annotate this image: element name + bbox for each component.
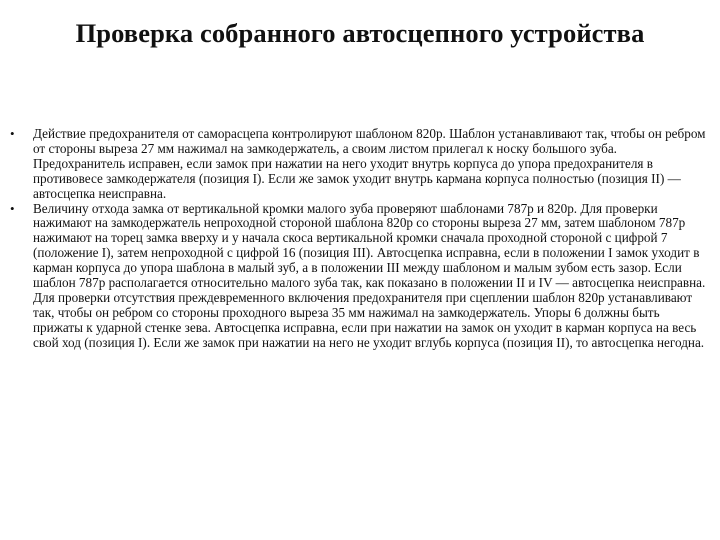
- bullet-marker: •: [10, 200, 15, 216]
- slide-title: Проверка собранного автосцепного устройства: [75, 18, 645, 48]
- bullet-text: Действие предохранителя от саморасцепа контролируют шаблоном 820р. Шаблон устанавливают так, чтобы он ребром от стороны выреза 27 мм нажимал на замкодержатель, а своим листом прилегал к носку большого зуба. Предохранитель исправен, если замок при нажатии на него уходит внутрь корпуса до упора предохранителя в противовесе замкодержателя (позиция I). Если же замок уходит внутрь кармана корпуса полностью (позиция II) — автосцепка неисправна.: [33, 126, 706, 201]
- bullet-item: [10, 202, 710, 351]
- bullet-text: Величину отхода замка от вертикальной кромки малого зуба проверяют шаблонами 787р и 820р. Для проверки нажимают на замкодержатель непроходной стороной шаблона 820р со стороны выреза 27 мм, затем шаблоном 787р нажимают на торец замка вверху и у начала скоса вертикальной кромки сначала проходной стороной с цифрой 7 (положение I), затем непроходной с цифрой 16 (позиция III). Автосцепка исправна, если в положении I замок уходит в карман корпуса до упора шаблона в малый зуб, а в положении III между шаблоном и малым зубом есть зазор. Если шаблон 787р располагается относительно малого зуба так, как показано в положении II и IV — автосцепка неисправна. Для проверки отсутствия преждевременного включения предохранителя при сцеплении шаблон 820р устанавливают так, чтобы он ребром со стороны проходного выреза 35 мм нажимал на замкодержатель. Упоры 6 должны быть прижаты к ударной стенке зева. Автосцепка исправна, если при нажатии на замок он уходит в карман корпуса на весь свой ход (позиция I). Если же замок при нажатии на него не уходит вглубь корпуса (позиция II), то автосцепка негодна.: [33, 200, 706, 350]
- bullet-list: [10, 127, 710, 351]
- bullet-item: [10, 127, 710, 202]
- bullet-marker: •: [10, 126, 15, 141]
